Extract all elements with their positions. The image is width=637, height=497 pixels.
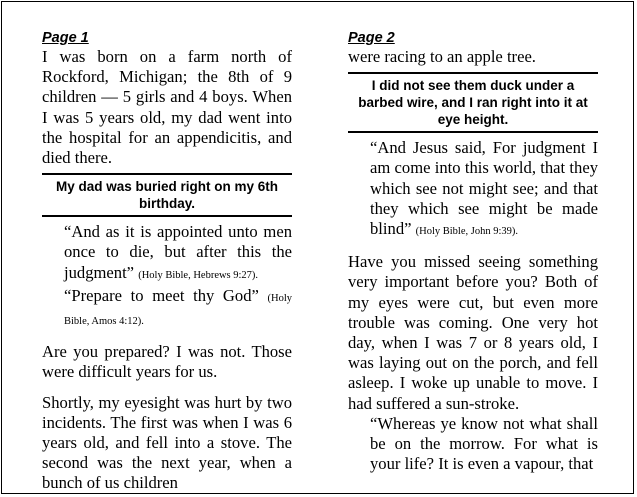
quote-text: “And as it is appointed unto men once to die, but after this the judgment” [64,222,292,282]
document-frame [1,1,634,494]
scripture-quote [64,286,292,332]
callout: My dad was buried right on my 6th birthday. [42,173,292,217]
quote-text: “And Jesus said, For judgment I am come into this world, that they which see not might see; and that they which see might be made blind” [370,138,598,239]
scripture-quote [370,414,598,475]
callout: I did not see them duck under a barbed wire, and I ran right into it at eye height. [348,72,598,133]
quote-reference: (Holy Bible, Hebrews 9:27). [138,269,259,281]
paragraph: Have you missed seeing something very important before you? Both of my eyes were cut, but even more trouble was coming. One very hot day, when I was 7 or 8 years old, I was laying out on the porch, and fell asleep. I woke up unable to move. I had suffered a sun-stroke. [348,252,598,413]
page-2 [348,30,598,474]
scripture-quote [370,138,598,242]
quote-text: “Prepare to meet thy God” [64,285,259,305]
quote-reference: (Holy Bible, John 9:39). [415,226,519,238]
page-label: Page 2 [348,30,395,46]
paragraph: Are you prepared? I was not. Those were difficult years for us. [42,342,292,382]
paragraph: I was born on a farm north of Rockford, Michigan; the 8th of 9 children — 5 girls and 4 boys. When I was 5 years old, my dad went into the hospital for an appendicitis, and died there. [42,47,292,168]
paragraph: were racing to an apple tree. [348,47,536,66]
quote-text: “Whereas ye know not what shall be on the morrow. For what is your life? It is even a vapour, that [370,413,598,474]
page-1 [42,30,292,494]
quote-reference: (Holy Bible, Amos 4:12). [64,292,292,328]
scripture-quote [64,222,292,286]
paragraph: Shortly, my eyesight was hurt by two incidents. The first was when I was 6 years old, and fell into a stove. The second was the next year, when a bunch of us children [42,392,292,493]
page-label: Page 1 [42,30,89,46]
